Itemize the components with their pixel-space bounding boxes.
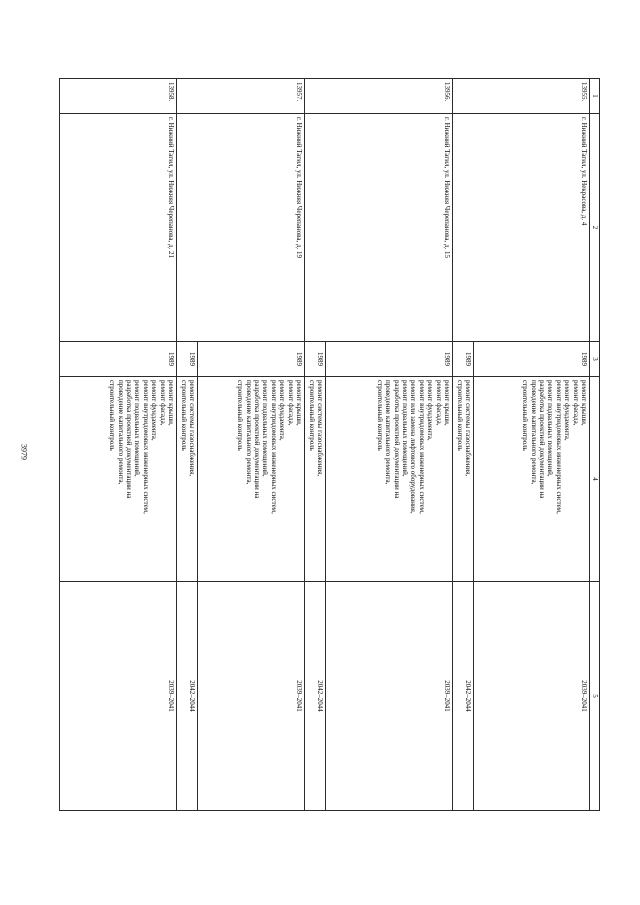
- work-line: ремонт системы газоснабжения,: [316, 380, 324, 477]
- work-line: ремонт фасада,: [571, 380, 580, 426]
- works-cell: [474, 377, 590, 582]
- row-number: 13955.: [453, 79, 590, 114]
- work-line: ремонт внутридомовых инженерных систем,: [141, 380, 150, 514]
- work-line: строительный контроль: [521, 380, 530, 451]
- work-line: разработка проектной документации на: [252, 380, 261, 499]
- table-row: [60, 79, 177, 811]
- work-line: ремонт крыши,: [295, 380, 303, 426]
- work-line: строительный контроль: [307, 380, 316, 451]
- period-cell: 2042–2044: [177, 582, 198, 811]
- work-line: ремонт подвальных помещений,: [261, 380, 270, 477]
- works-cell: [177, 377, 198, 582]
- work-line: строительный контроль: [179, 380, 188, 451]
- period-cell: 2039–2041: [474, 582, 590, 811]
- page-number: 3979: [19, 444, 29, 460]
- period-cell: 2039–2041: [198, 582, 305, 811]
- header-col-1: 1: [590, 79, 600, 114]
- address-cell: г. Нижний Тагил, ул. Некрасова, д. 4: [453, 114, 590, 342]
- table-header-row: [590, 79, 600, 811]
- year-cell: 1989: [305, 342, 326, 377]
- row-number: 13958.: [60, 79, 177, 114]
- address-cell: г. Нижний Тагил, ул. Нижняя Черепанова, д. 15: [305, 114, 453, 342]
- works-cell: [305, 377, 326, 582]
- work-line: проведение капитального ремонта,: [244, 380, 253, 485]
- rotated-page: [60, 78, 600, 811]
- period-cell: 2039–2041: [60, 582, 177, 811]
- year-cell: 1989: [474, 342, 590, 377]
- header-col-2: 2: [590, 114, 600, 342]
- work-line: строительный контроль: [236, 380, 245, 451]
- work-line: ремонт внутридомовых инженерных систем,: [417, 380, 426, 514]
- work-line: разработка проектной документации на: [124, 380, 133, 499]
- work-line: ремонт фундамента,: [150, 380, 159, 441]
- works-cell: [60, 377, 177, 582]
- work-line: ремонт подвальных помещений,: [133, 380, 142, 477]
- work-line: разработка проектной документации на: [537, 380, 546, 499]
- repair-schedule-table: [59, 78, 600, 811]
- period-cell: 2042–2044: [453, 582, 474, 811]
- work-line: ремонт фундамента,: [563, 380, 572, 441]
- work-line: проведение капитального ремонта,: [529, 380, 538, 485]
- work-line: ремонт системы газоснабжения,: [188, 380, 196, 477]
- table-row: [326, 79, 453, 811]
- work-line: ремонт крыши,: [580, 380, 588, 426]
- work-line: строительный контроль: [375, 380, 384, 451]
- header-col-4: 4: [590, 377, 600, 582]
- work-line: строительный контроль: [455, 380, 464, 451]
- year-cell: 1989: [177, 342, 198, 377]
- work-line: проведение капитального ремонта,: [384, 380, 393, 485]
- row-number: 13956.: [305, 79, 453, 114]
- header-col-5: 5: [590, 582, 600, 811]
- works-cell: [326, 377, 453, 582]
- work-line: ремонт крыши,: [443, 380, 451, 426]
- row-number: 13957.: [177, 79, 305, 114]
- works-cell: [453, 377, 474, 582]
- work-line: ремонт подвальных помещений,: [546, 380, 555, 477]
- work-line: проведение капитального ремонта,: [116, 380, 125, 485]
- year-cell: 1989: [453, 342, 474, 377]
- work-line: ремонт подвальных помещений,: [400, 380, 409, 477]
- work-line: ремонт или замена лифтового оборудования,: [409, 380, 418, 514]
- year-cell: 1989: [326, 342, 453, 377]
- work-line: ремонт системы газоснабжения,: [464, 380, 472, 477]
- address-cell: г. Нижний Тагил, ул. Нижняя Черепанова, д. 19: [177, 114, 305, 342]
- work-line: строительный контроль: [108, 380, 117, 451]
- work-line: ремонт фасада,: [434, 380, 443, 426]
- work-line: разработка проектной документации на: [392, 380, 401, 499]
- work-line: ремонт фундамента,: [426, 380, 435, 441]
- work-line: ремонт фундамента,: [278, 380, 287, 441]
- table-row: [198, 79, 305, 811]
- work-line: ремонт внутридомовых инженерных систем,: [269, 380, 278, 514]
- work-line: ремонт крыши,: [167, 380, 175, 426]
- period-cell: 2039–2041: [326, 582, 453, 811]
- period-cell: 2042–2044: [305, 582, 326, 811]
- work-line: ремонт фасада,: [286, 380, 295, 426]
- table-row: [474, 79, 590, 811]
- work-line: ремонт внутридомовых инженерных систем,: [554, 380, 563, 514]
- year-cell: 1989: [198, 342, 305, 377]
- works-cell: [198, 377, 305, 582]
- year-cell: 1989: [60, 342, 177, 377]
- work-line: ремонт фасада,: [158, 380, 167, 426]
- address-cell: г. Нижний Тагил, ул. Нижняя Черепанова, д. 21: [60, 114, 177, 342]
- header-col-3: 3: [590, 342, 600, 377]
